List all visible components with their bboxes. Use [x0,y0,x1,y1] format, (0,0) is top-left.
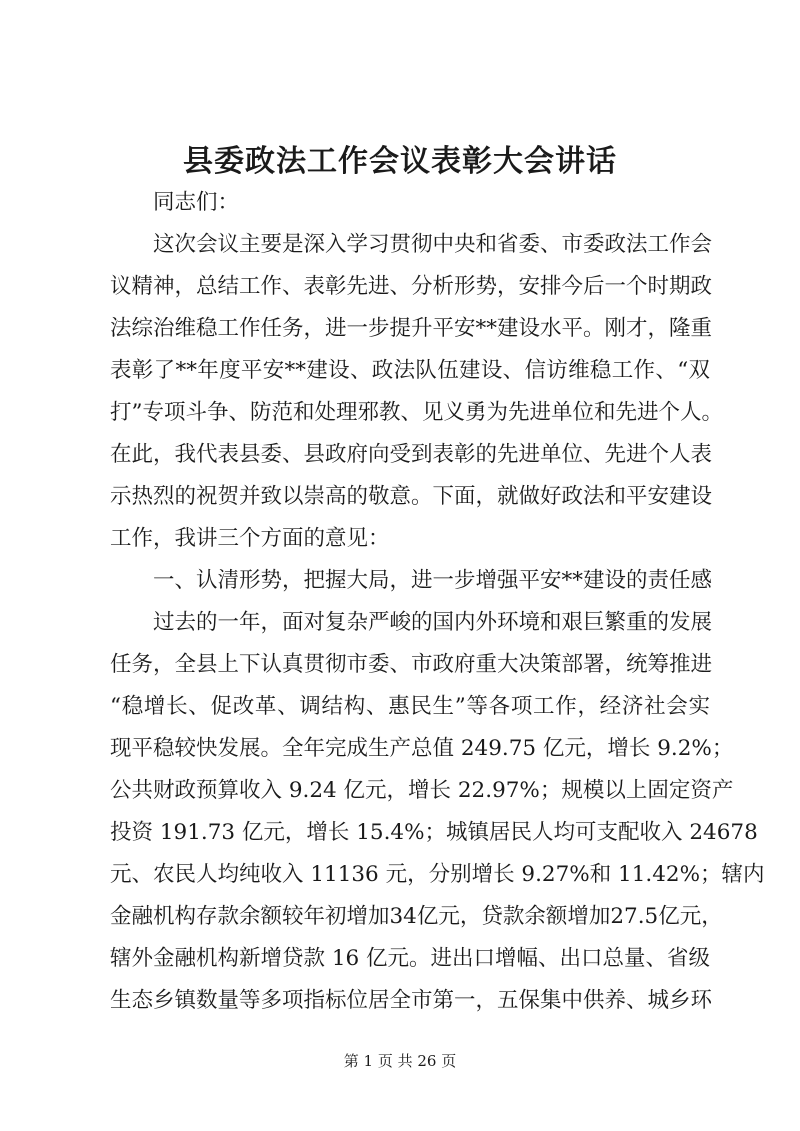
paragraph-line: 公共财政预算收入 9.24 亿元，增长 22.97%；规模以上固定资产 [110,778,734,803]
paragraph-line: 现平稳较快发展。全年完成生产总值 249.75 亿元，增长 9.2%； [110,736,734,761]
paragraph-line: “稳增长、促改革、调结构、惠民生”等各项工作，经济社会实 [110,694,710,719]
paragraph-line: 这次会议主要是深入学习贯彻中央和省委、市委政法工作会 [153,232,713,257]
paragraph-line: 法综治维稳工作任务，进一步提升平安**建设水平。刚才，隆重 [110,316,713,341]
paragraph-line: 过去的一年，面对复杂严峻的国内外环境和艰巨繁重的发展 [153,610,713,635]
paragraph-line: 元、农民人均纯收入 11136 元，分别增长 9.27%和 11.42%；辖内 [110,862,765,887]
paragraph-line: 投资 191.73 亿元，增长 15.4%；城镇居民人均可支配收入 24678 [110,820,758,845]
paragraph-line: 任务，全县上下认真贯彻市委、市政府重大决策部署，统筹推进 [110,652,713,677]
paragraph-line: 表彰了**年度平安**建设、政法队伍建设、信访维稳工作、“双 [110,358,710,383]
paragraph-line: 议精神，总结工作、表彰先进、分析形势，安排今后一个时期政 [110,274,713,299]
paragraph-line: 金融机构存款余额较年初增加34亿元，贷款余额增加27.5亿元， [110,904,723,929]
page-title: 县委政法工作会议表彰大会讲话 [183,144,617,179]
page-number-footer: 第 1 页 共 26 页 [343,1052,457,1070]
section-heading: 一、认清形势，把握大局，进一步增强平安**建设的责任感 [153,568,713,593]
paragraph-line: 打”专项斗争、防范和处理邪教、见义勇为先进单位和先进个人。 [110,400,723,425]
paragraph-line: 在此，我代表县委、县政府向受到表彰的先进单位、先进个人表 [110,442,713,467]
paragraph-line: 辖外金融机构新增贷款 16 亿元。进出口增幅、出口总量、省级 [110,946,711,971]
paragraph-line: 生态乡镇数量等多项指标位居全市第一，五保集中供养、城乡环 [110,988,713,1013]
paragraph-line: 工作，我讲三个方面的意见： [110,526,390,551]
paragraph-line: 示热烈的祝贺并致以崇高的敬意。下面，就做好政法和平安建设 [110,484,713,509]
salutation: 同志们： [153,190,240,215]
